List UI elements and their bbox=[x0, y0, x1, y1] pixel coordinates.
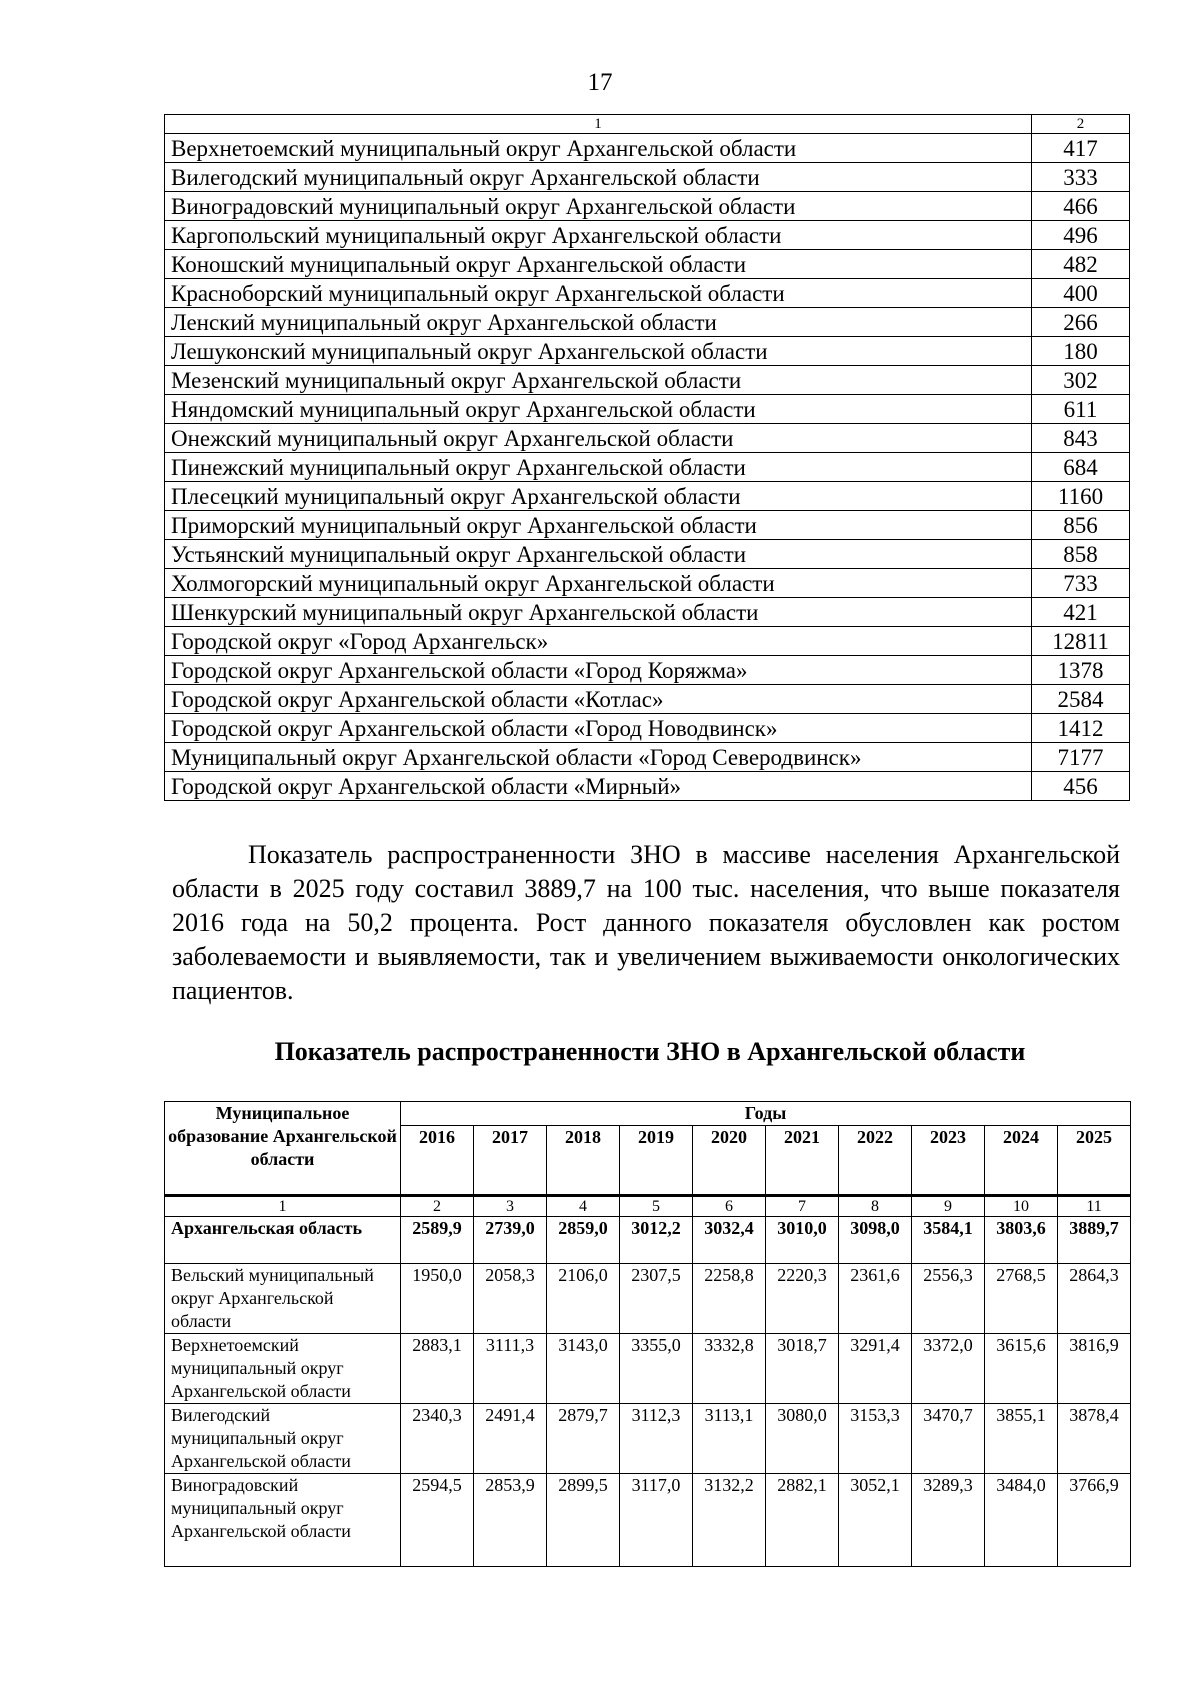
prevalence-value: 2768,5 bbox=[985, 1264, 1058, 1334]
table-row bbox=[165, 714, 1130, 743]
prevalence-value: 2361,6 bbox=[839, 1264, 912, 1334]
table-row bbox=[165, 569, 1130, 598]
prevalence-value: 3484,0 bbox=[985, 1474, 1058, 1567]
column-index: 2 bbox=[401, 1196, 474, 1217]
prevalence-value: 1950,0 bbox=[401, 1264, 474, 1334]
municipality-name: Онежский муниципальный округ Архангельской области bbox=[165, 424, 1032, 453]
table-row bbox=[165, 511, 1130, 540]
page-number: 17 bbox=[587, 69, 613, 96]
prevalence-value: 3098,0 bbox=[839, 1217, 912, 1264]
prevalence-value: 2853,9 bbox=[474, 1474, 547, 1567]
year-header: 2022 bbox=[839, 1126, 912, 1196]
municipality-value: 733 bbox=[1032, 569, 1130, 598]
table-row bbox=[165, 482, 1130, 511]
prevalence-value: 2882,1 bbox=[766, 1474, 839, 1567]
prevalence-value: 3332,8 bbox=[693, 1334, 766, 1404]
prevalence-value: 2220,3 bbox=[766, 1264, 839, 1334]
municipality-value: 843 bbox=[1032, 424, 1130, 453]
prevalence-value: 2340,3 bbox=[401, 1404, 474, 1474]
column-index: 1 bbox=[165, 115, 1032, 134]
prevalence-value: 2879,7 bbox=[547, 1404, 620, 1474]
prevalence-value: 2739,0 bbox=[474, 1217, 547, 1264]
prevalence-value: 2594,5 bbox=[401, 1474, 474, 1567]
column-index: 8 bbox=[839, 1196, 912, 1217]
prevalence-value: 2883,1 bbox=[401, 1334, 474, 1404]
table-header-row bbox=[165, 1102, 1131, 1126]
table-row bbox=[165, 395, 1130, 424]
table-row bbox=[165, 308, 1130, 337]
year-header: 2019 bbox=[620, 1126, 693, 1196]
municipality-value: 2584 bbox=[1032, 685, 1130, 714]
table-heading: Показатель распространенности ЗНО в Архангельской области bbox=[274, 1037, 1026, 1066]
year-header: 2025 bbox=[1058, 1126, 1131, 1196]
municipality-value: 1160 bbox=[1032, 482, 1130, 511]
prevalence-value: 2058,3 bbox=[474, 1264, 547, 1334]
prevalence-value: 3889,7 bbox=[1058, 1217, 1131, 1264]
table-row bbox=[165, 540, 1130, 569]
prevalence-value: 2307,5 bbox=[620, 1264, 693, 1334]
table-row bbox=[165, 1474, 1131, 1567]
prevalence-value: 3153,3 bbox=[839, 1404, 912, 1474]
municipality-value: 856 bbox=[1032, 511, 1130, 540]
table-row bbox=[165, 453, 1130, 482]
prevalence-value: 2589,9 bbox=[401, 1217, 474, 1264]
municipality-value: 496 bbox=[1032, 221, 1130, 250]
table-row bbox=[165, 685, 1130, 714]
municipality-name: Мезенский муниципальный округ Архангельской области bbox=[165, 366, 1032, 395]
prevalence-value: 3470,7 bbox=[912, 1404, 985, 1474]
municipality-name: Коношский муниципальный округ Архангельской области bbox=[165, 250, 1032, 279]
municipality-value: 266 bbox=[1032, 308, 1130, 337]
municipality-name: Ленский муниципальный округ Архангельской области bbox=[165, 308, 1032, 337]
prevalence-value: 3132,2 bbox=[693, 1474, 766, 1567]
municipality-value: 302 bbox=[1032, 366, 1130, 395]
municipality-name: Лешуконский муниципальный округ Архангельской области bbox=[165, 337, 1032, 366]
column-index: 11 bbox=[1058, 1196, 1131, 1217]
table-row bbox=[165, 366, 1130, 395]
prevalence-table bbox=[164, 1101, 1131, 1567]
municipality-value: 12811 bbox=[1032, 627, 1130, 656]
column-index: 1 bbox=[165, 1196, 401, 1217]
prevalence-value: 2106,0 bbox=[547, 1264, 620, 1334]
municipality-value: 400 bbox=[1032, 279, 1130, 308]
municipality-name: Виноградовский муниципальный округ Архангельской области bbox=[165, 192, 1032, 221]
municipality-name: Красноборский муниципальный округ Архангельской области bbox=[165, 279, 1032, 308]
municipality-value: 333 bbox=[1032, 163, 1130, 192]
municipality-name: Холмогорский муниципальный округ Архангельской области bbox=[165, 569, 1032, 598]
municipality-name: Городской округ Архангельской области «Город Коряжма» bbox=[165, 656, 1032, 685]
table-row bbox=[165, 743, 1130, 772]
body-paragraph: Показатель распространенности ЗНО в массиве населения Архангельской области в 2025 году составил 3889,7 на 100 тыс. населения, что выше показателя 2016 года на 50,2 процента. Рост данного показателя обусловлен как ростом заболеваемости и выявляемости, так и увеличением выживаемости онкологических пациентов. bbox=[172, 840, 1120, 1005]
municipality-name: Городской округ Архангельской области «Котлас» bbox=[165, 685, 1032, 714]
table-row bbox=[165, 337, 1130, 366]
prevalence-value: 3032,4 bbox=[693, 1217, 766, 1264]
municipality-header: Муниципальное образование Архангельской области bbox=[165, 1102, 401, 1196]
prevalence-value: 3766,9 bbox=[1058, 1474, 1131, 1567]
table-row bbox=[165, 424, 1130, 453]
column-index: 5 bbox=[620, 1196, 693, 1217]
prevalence-value: 2258,8 bbox=[693, 1264, 766, 1334]
table-row bbox=[165, 656, 1130, 685]
prevalence-value: 3372,0 bbox=[912, 1334, 985, 1404]
year-header: 2016 bbox=[401, 1126, 474, 1196]
municipality-value: 858 bbox=[1032, 540, 1130, 569]
municipality-name: Городской округ Архангельской области «Город Новодвинск» bbox=[165, 714, 1032, 743]
municipality-name: Вилегодский муниципальный округ Архангельской области bbox=[165, 163, 1032, 192]
prevalence-value: 3584,1 bbox=[912, 1217, 985, 1264]
municipality-value: 684 bbox=[1032, 453, 1130, 482]
prevalence-value: 2556,3 bbox=[912, 1264, 985, 1334]
year-header: 2018 bbox=[547, 1126, 620, 1196]
prevalence-value: 3816,9 bbox=[1058, 1334, 1131, 1404]
column-index: 3 bbox=[474, 1196, 547, 1217]
table-row bbox=[165, 1334, 1131, 1404]
year-header: 2024 bbox=[985, 1126, 1058, 1196]
municipality-value: 456 bbox=[1032, 772, 1130, 801]
municipality-value: 421 bbox=[1032, 598, 1130, 627]
table-row bbox=[165, 221, 1130, 250]
prevalence-value: 2859,0 bbox=[547, 1217, 620, 1264]
municipality-name: Приморский муниципальный округ Архангельской области bbox=[165, 511, 1032, 540]
year-header: 2017 bbox=[474, 1126, 547, 1196]
year-header: 2021 bbox=[766, 1126, 839, 1196]
table-row bbox=[165, 1217, 1131, 1264]
prevalence-value: 3052,1 bbox=[839, 1474, 912, 1567]
prevalence-value: 2491,4 bbox=[474, 1404, 547, 1474]
municipality-value: 482 bbox=[1032, 250, 1130, 279]
year-header: 2020 bbox=[693, 1126, 766, 1196]
prevalence-value: 3855,1 bbox=[985, 1404, 1058, 1474]
municipality-name: Шенкурский муниципальный округ Архангельской области bbox=[165, 598, 1032, 627]
prevalence-value: 3010,0 bbox=[766, 1217, 839, 1264]
municipality-name: Каргопольский муниципальный округ Архангельской области bbox=[165, 221, 1032, 250]
prevalence-value: 3615,6 bbox=[985, 1334, 1058, 1404]
district-count-table bbox=[164, 114, 1130, 801]
municipality-value: 180 bbox=[1032, 337, 1130, 366]
municipality-name: Пинежский муниципальный округ Архангельской области bbox=[165, 453, 1032, 482]
years-header: Годы bbox=[401, 1102, 1131, 1126]
municipality-value: 1378 bbox=[1032, 656, 1130, 685]
column-index: 7 bbox=[766, 1196, 839, 1217]
prevalence-value: 3111,3 bbox=[474, 1334, 547, 1404]
municipality-name: Муниципальный округ Архангельской области «Город Северодвинск» bbox=[165, 743, 1032, 772]
prevalence-value: 2899,5 bbox=[547, 1474, 620, 1567]
prevalence-value: 3012,2 bbox=[620, 1217, 693, 1264]
municipality-value: 611 bbox=[1032, 395, 1130, 424]
table-row bbox=[165, 250, 1130, 279]
prevalence-value: 3355,0 bbox=[620, 1334, 693, 1404]
table-row bbox=[165, 163, 1130, 192]
column-index: 4 bbox=[547, 1196, 620, 1217]
prevalence-value: 3143,0 bbox=[547, 1334, 620, 1404]
table-row bbox=[165, 279, 1130, 308]
table-row bbox=[165, 772, 1130, 801]
municipality-value: 1412 bbox=[1032, 714, 1130, 743]
municipality-name: Верхнетоемский муниципальный округ Архангельской области bbox=[165, 1334, 401, 1404]
municipality-name: Няндомский муниципальный округ Архангельской области bbox=[165, 395, 1032, 424]
municipality-value: 466 bbox=[1032, 192, 1130, 221]
table-column-index-row bbox=[165, 115, 1130, 134]
municipality-name: Городской округ «Город Архангельск» bbox=[165, 627, 1032, 656]
prevalence-value: 3080,0 bbox=[766, 1404, 839, 1474]
table-column-index-row bbox=[165, 1196, 1131, 1217]
municipality-name: Устьянский муниципальный округ Архангельской области bbox=[165, 540, 1032, 569]
table-row bbox=[165, 134, 1130, 163]
prevalence-value: 3289,3 bbox=[912, 1474, 985, 1567]
prevalence-value: 3803,6 bbox=[985, 1217, 1058, 1264]
prevalence-value: 3112,3 bbox=[620, 1404, 693, 1474]
prevalence-value: 3113,1 bbox=[693, 1404, 766, 1474]
column-index: 10 bbox=[985, 1196, 1058, 1217]
municipality-name: Плесецкий муниципальный округ Архангельской области bbox=[165, 482, 1032, 511]
table-row bbox=[165, 192, 1130, 221]
municipality-name: Вилегодский муниципальный округ Архангельской области bbox=[165, 1404, 401, 1474]
column-index: 2 bbox=[1032, 115, 1130, 134]
municipality-value: 417 bbox=[1032, 134, 1130, 163]
column-index: 9 bbox=[912, 1196, 985, 1217]
prevalence-value: 3117,0 bbox=[620, 1474, 693, 1567]
prevalence-value: 3018,7 bbox=[766, 1334, 839, 1404]
municipality-value: 7177 bbox=[1032, 743, 1130, 772]
municipality-name: Вельский муниципальный округ Архангельской области bbox=[165, 1264, 401, 1334]
table-row bbox=[165, 1404, 1131, 1474]
prevalence-value: 3878,4 bbox=[1058, 1404, 1131, 1474]
column-index: 6 bbox=[693, 1196, 766, 1217]
municipality-name: Городской округ Архангельской области «Мирный» bbox=[165, 772, 1032, 801]
table-row bbox=[165, 598, 1130, 627]
municipality-name: Верхнетоемский муниципальный округ Архангельской области bbox=[165, 134, 1032, 163]
municipality-name: Архангельская область bbox=[165, 1217, 401, 1264]
table-row bbox=[165, 627, 1130, 656]
year-header: 2023 bbox=[912, 1126, 985, 1196]
table-row bbox=[165, 1264, 1131, 1334]
prevalence-value: 2864,3 bbox=[1058, 1264, 1131, 1334]
municipality-name: Виноградовский муниципальный округ Архангельской области bbox=[165, 1474, 401, 1567]
prevalence-value: 3291,4 bbox=[839, 1334, 912, 1404]
